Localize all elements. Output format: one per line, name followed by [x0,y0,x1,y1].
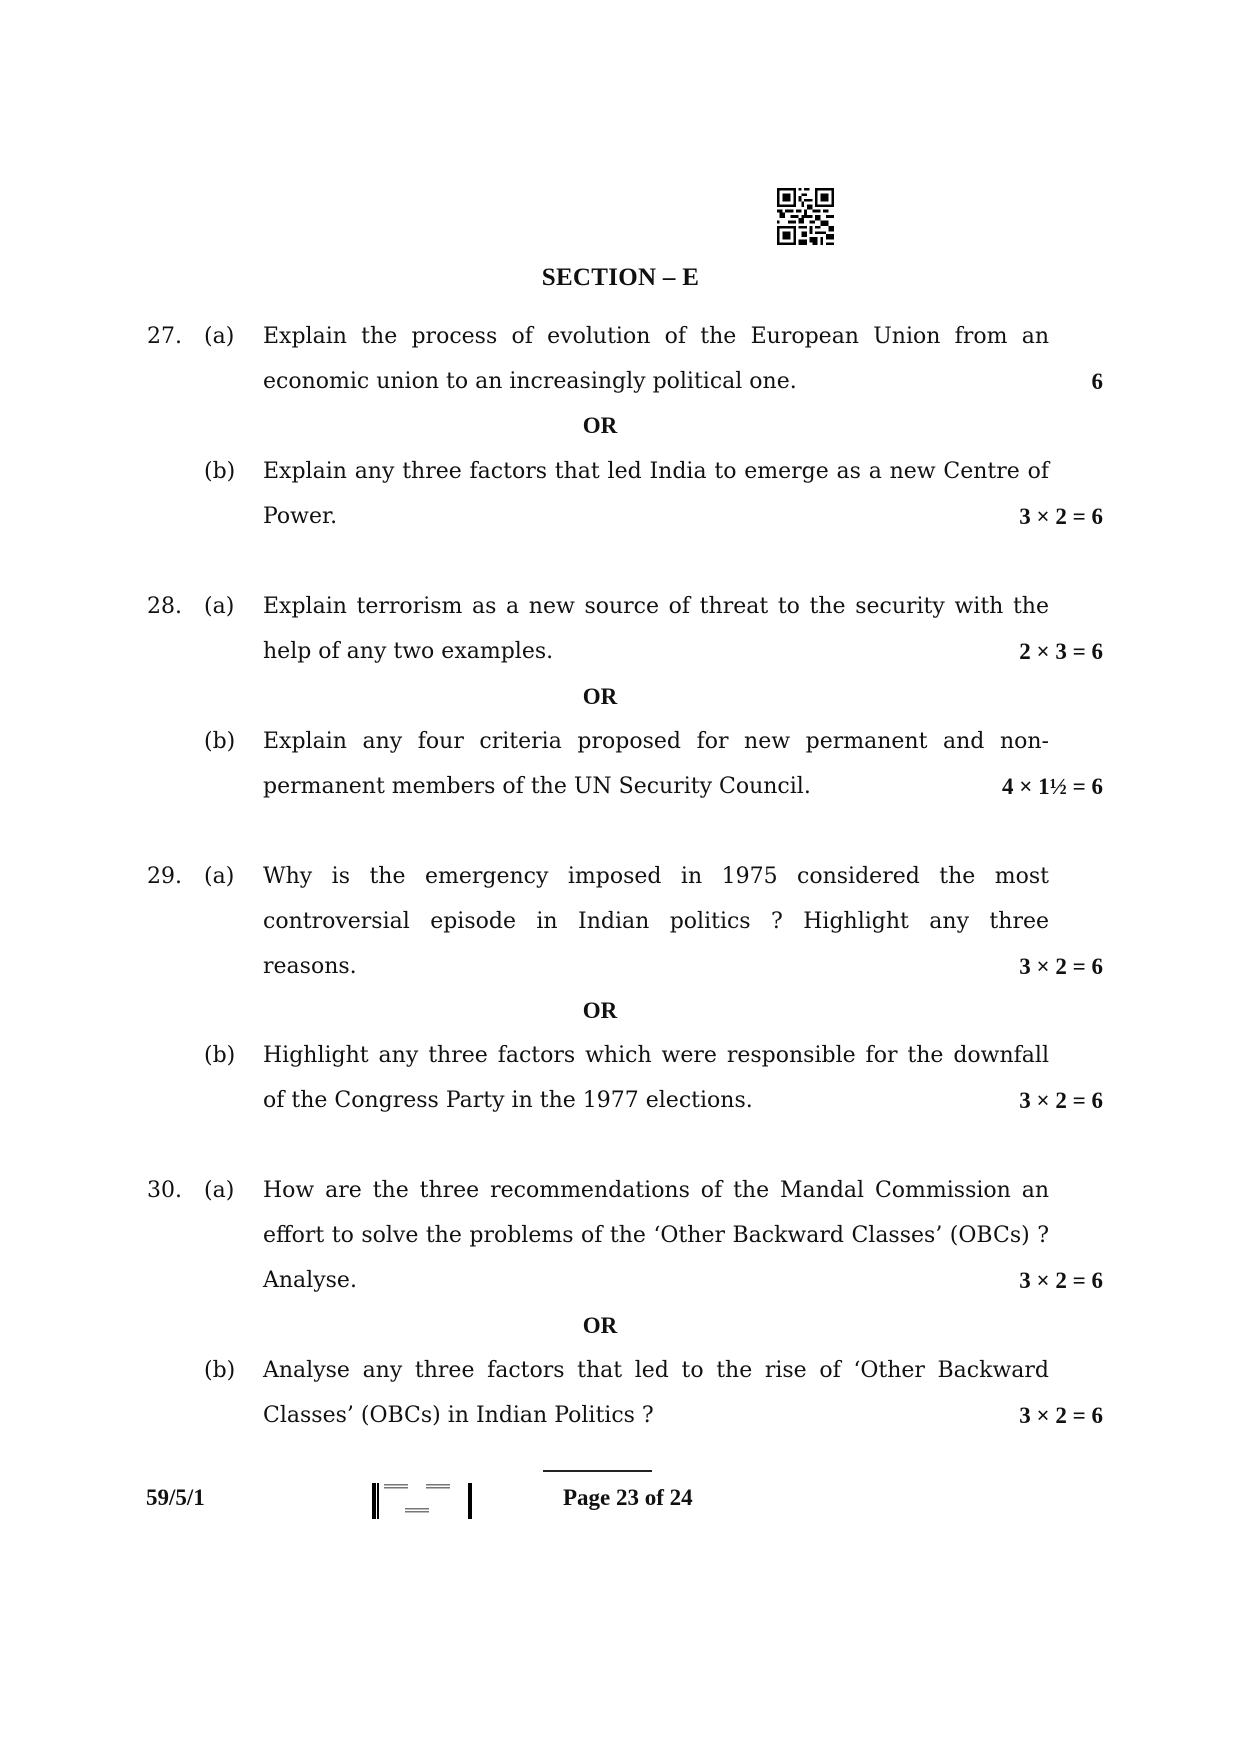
qr-code-icon [777,188,834,245]
question-text: Explain any three factors that led India to emerge as a new Centre of [263,459,1049,484]
end-rule [543,1470,652,1472]
marks: 3 × 2 = 6 [1019,1268,1103,1293]
part-label: (a) [204,864,235,889]
marks: 4 × 1½ = 6 [1002,774,1103,799]
part-label: (a) [204,594,235,619]
question-text: Power. [263,504,338,529]
question-text: Classes’ (OBCs) in Indian Politics ? [263,1403,654,1428]
marks: 3 × 2 = 6 [1019,954,1103,979]
question-text: Analyse. [263,1268,357,1293]
or-separator: OR [582,413,618,438]
paper-code: 59/5/1 [146,1485,205,1510]
question-text: Analyse any three factors that led to the rise of ‘Other Backward [263,1358,1049,1383]
marks: 3 × 2 = 6 [1019,1088,1103,1113]
question-text: Why is the emergency imposed in 1975 considered the most [263,864,1049,889]
section-title: SECTION – E [541,264,700,291]
question-text: Explain any four criteria proposed for new permanent and non- [263,729,1049,754]
question-number: 28. [147,594,182,619]
question-text: Explain the process of evolution of the European Union from an [263,324,1049,349]
marks: 2 × 3 = 6 [1019,639,1103,664]
or-separator: OR [582,998,618,1023]
question-text: How are the three recommendations of the Mandal Commission an [263,1178,1049,1203]
or-separator: OR [582,1313,618,1338]
question-text: Highlight any three factors which were responsible for the downfall [263,1043,1049,1068]
part-label: (b) [204,1043,236,1068]
barcode-icon [372,1481,476,1521]
question-text: help of any two examples. [263,639,554,664]
or-separator: OR [582,684,618,709]
question-text: of the Congress Party in the 1977 elections. [263,1088,753,1113]
marks: 3 × 2 = 6 [1019,504,1103,529]
part-label: (b) [204,459,236,484]
marks: 3 × 2 = 6 [1019,1403,1103,1428]
page-number: Page 23 of 24 [563,1485,693,1510]
part-label: (a) [204,1178,235,1203]
question-text: controversial episode in Indian politics ? Highlight any three [263,909,1049,934]
part-label: (b) [204,729,236,754]
part-label: (a) [204,324,235,349]
part-label: (b) [204,1358,236,1383]
question-text: economic union to an increasingly political one. [263,369,797,394]
question-text: reasons. [263,954,357,979]
question-text: effort to solve the problems of the ‘Other Backward Classes’ (OBCs) ? [263,1223,1049,1248]
marks: 6 [1091,369,1103,394]
question-text: permanent members of the UN Security Council. [263,774,811,799]
question-number: 29. [147,864,182,889]
question-number: 27. [147,324,182,349]
question-text: Explain terrorism as a new source of threat to the security with the [263,594,1049,619]
question-number: 30. [147,1178,182,1203]
